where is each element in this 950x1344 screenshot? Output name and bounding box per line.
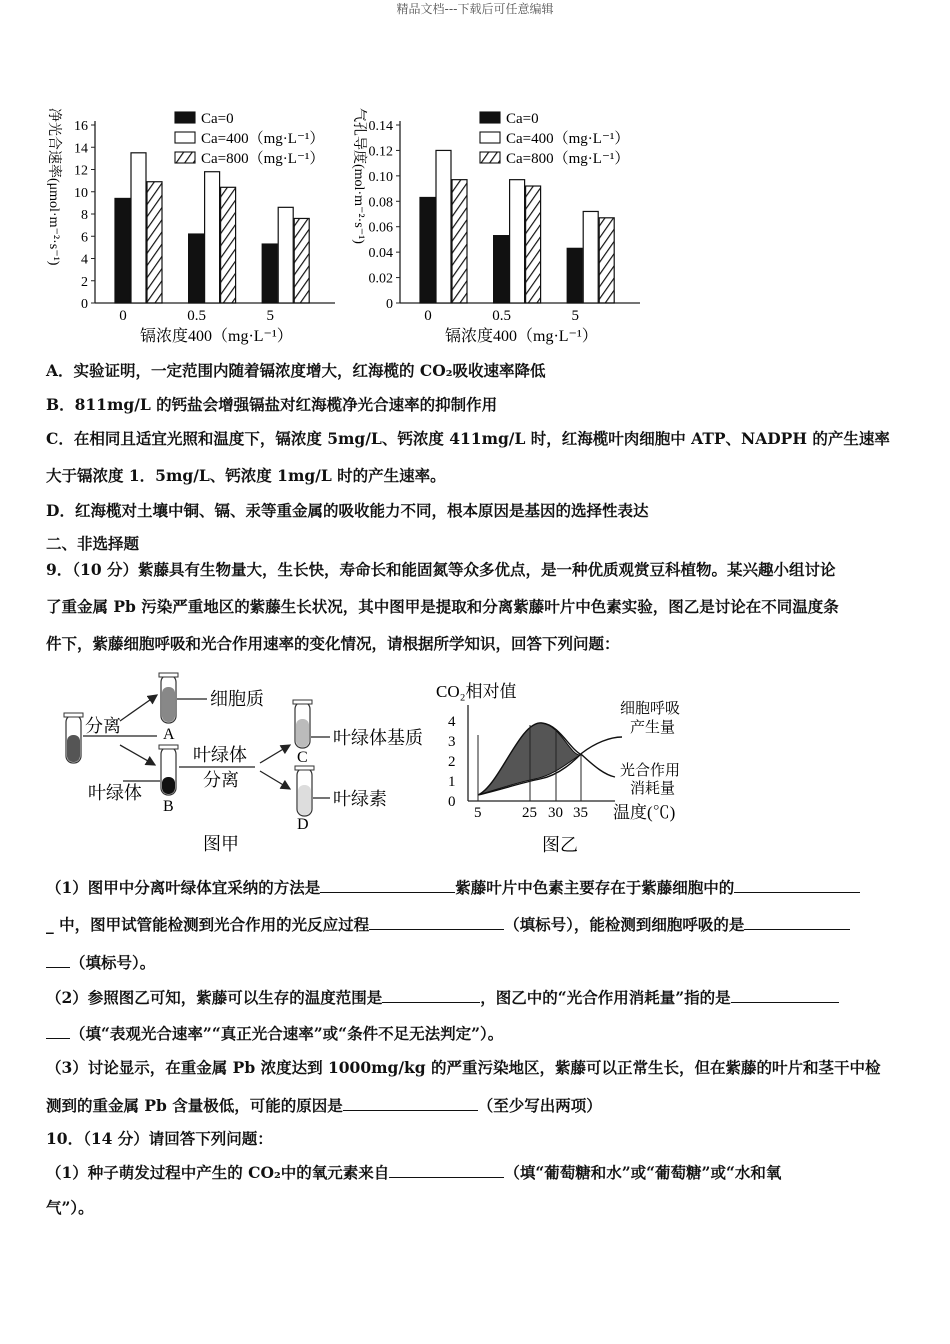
label-matrix: 叶绿体基质 [333,728,423,748]
tube-b [159,745,178,795]
c1-bar [221,187,236,303]
c1-legend-label: Ca=400（mg·L⁻¹） [201,131,325,147]
figure-jia-svg [55,665,435,865]
q10-part1-line1 [46,1163,908,1182]
c2-ytick-label: 0.04 [368,246,393,262]
c2-legend-label: Ca=0 [506,111,539,127]
c2-bar [452,180,467,303]
chart-2-svg [345,100,665,350]
q9-p2a: （2）参照图乙可知，紫藤可以生存的温度范围是 [46,988,383,1007]
yi-photo-label1: 光合作用 [620,763,681,779]
c2-legend-label: Ca=800（mg·L⁻¹） [506,151,630,167]
q9-part2-line2 [46,1024,908,1043]
blank-6-cont[interactable] [46,1024,70,1039]
tube-c [293,700,312,748]
yi-xtick-35: 35 [573,805,588,821]
yi-resp-label2: 产生量 [630,720,676,736]
c1-ytick-label: 0 [81,297,88,312]
c2-bar [494,236,509,303]
q9-p1d: （填标号），能检测到细胞呼吸的是 [504,915,745,934]
q9-p1a: （1）图甲中分离叶绿体宜采纳的方法是 [46,878,321,897]
c2-ytick-label: 0.12 [368,144,393,160]
label-pigment: 叶绿素 [333,789,387,809]
option-a: A．实验证明，一定范围内随着镉浓度增大，红海榄的 CO₂吸收速率降低 [46,361,546,380]
c2-ytick-label: 0.06 [368,220,393,236]
c1-xlabel: 镉浓度400（mg·L⁻¹） [140,328,293,345]
c2-bar [436,150,451,303]
label-sep: 分离 [85,716,121,736]
page-header: 精品文档---下载后可任意编辑 [396,2,554,16]
c1-legend-label: Ca=800（mg·L⁻¹） [201,151,325,167]
section-title: 二、非选择题 [46,534,140,553]
c2-bar [526,186,541,303]
c1-ytick-label: 2 [81,274,88,290]
label-chl-sep2: 分离 [203,770,239,790]
c1-bar [294,218,309,303]
c2-ytick-label: 0.10 [368,169,393,185]
q10-title: 10．（14 分）请回答下列问题： [46,1129,273,1148]
c2-ytick-label: 0.14 [368,119,393,134]
c1-bar [278,207,293,303]
blank-2[interactable] [734,878,860,893]
c2-legend-swatch [480,112,500,123]
blank-1[interactable] [320,878,455,893]
c2-bar [583,211,598,303]
q9-p3b: 测到的重金属 Pb 含量极低，可能的原因是 [46,1096,343,1115]
blank-7[interactable] [343,1096,478,1111]
yi-xtick-5: 5 [474,805,482,821]
c2-bar [420,197,435,303]
c1-ytick-label: 8 [81,208,88,223]
c2-xlabel: 镉浓度400（mg·L⁻¹） [445,328,598,345]
yi-ytick-0: 0 [448,794,456,810]
blank-3[interactable] [369,915,504,930]
q9-p1b: 紫藤叶片中色素主要存在于紫藤细胞中的 [455,878,735,897]
yi-ytick-4: 4 [448,714,456,730]
blank-5[interactable] [382,988,480,1003]
caption-yi: 图乙 [542,835,578,855]
q9-line3: 件下，紫藤细胞呼吸和光合作用速率的变化情况，请根据所学知识，回答下列问题： [46,634,620,653]
blank-4[interactable] [744,915,850,930]
c1-bar [131,153,146,303]
caption-jia: 图甲 [203,834,239,854]
blank-8[interactable] [389,1163,504,1178]
q9-p1e: （填标号）。 [70,953,156,972]
c1-legend-swatch [175,132,195,143]
q10-part1-line2: 气”）。 [46,1198,94,1217]
c1-bar [205,172,220,303]
q9-part3-line1: （3）讨论显示，在重金属 Pb 浓度达到 1000mg/kg 的严重污染地区，紫藤可以正常生长，但在紫藤的叶片和茎干中检 [46,1058,881,1077]
q10-p1b: （填“葡萄糖和水”或“葡萄糖”或“水和氧 [504,1163,782,1182]
q9-part1-line1 [46,878,908,897]
q9-p2c: （填“表观光合速率”“真正光合速率”或“条件不足无法判定”）。 [70,1024,504,1043]
c2-ytick-label: 0 [386,297,393,312]
c1-legend-label: Ca=0 [201,111,234,127]
c2-bar [567,248,582,303]
tube-d-label: D [297,816,309,833]
c1-ytick-label: 16 [74,119,88,134]
option-c-line1: C．在相同且适宜光照和温度下，镉浓度 5mg/L、钙浓度 411mg/L 时，红海榄叶肉细胞中 ATP、NADPH 的产生速率 [46,429,890,448]
tube-c-label: C [297,749,308,766]
tube-a [159,673,178,723]
c1-bar [189,234,204,303]
c2-category-label: 5 [571,308,579,324]
tube-main [64,713,83,763]
q10-p1a: （1）种子萌发过程中产生的 CO₂中的氧元素来自 [46,1163,390,1182]
c1-category-label: 0 [119,308,127,324]
c2-category-label: 0.5 [492,308,511,324]
yi-ytick-3: 3 [448,734,456,750]
c1-ylabel: 净光合速率(μmol·m⁻²·s⁻¹) [46,108,61,266]
c2-legend-label: Ca=400（mg·L⁻¹） [506,131,630,147]
label-cytoplasm: 细胞质 [210,689,264,709]
label-chloroplast: 叶绿体 [88,783,142,803]
net-photosynthesis-chart [40,100,350,350]
stomatal-conductance-chart [345,100,665,350]
yi-resp-label1: 细胞呼吸 [620,701,681,717]
q9-line2: 了重金属 Pb 污染严重地区的紫藤生长状况，其中图甲是提取和分离紫藤叶片中色素实验，图乙是讨论在不同温度条 [46,597,839,616]
q9-line1: 9．（10 分）紫藤具有生物量大，生长快，寿命长和能固氮等众多优点，是一种优质观赏豆科植物。某兴趣小组讨论 [46,560,836,579]
yi-xtick-25: 25 [522,805,537,821]
c1-ytick-label: 10 [74,185,88,201]
q9-p1c: _ 中，图甲试管能检测到光合作用的光反应过程 [46,915,370,934]
c1-bar [262,244,277,303]
c2-ylabel: 气孔导度(mol·m⁻²·s⁻¹) [351,108,366,244]
option-b: B．811mg/L 的钙盐会增强镉盐对红海榄净光合速率的抑制作用 [46,395,498,414]
c2-legend-swatch [480,132,500,143]
yi-xlabel: 温度(℃) [613,803,676,822]
c2-legend-swatch [480,152,500,163]
chart-1-svg [40,100,350,350]
q9-p2b: ，图乙中的“光合作用消耗量”指的是 [480,988,731,1007]
q9-p3c: （至少写出两项） [477,1096,602,1115]
c2-bar [510,180,525,303]
q9-part2-line1 [46,988,908,1007]
c2-category-label: 0 [424,308,432,324]
tube-a-label: A [163,726,175,743]
c1-ytick-label: 4 [81,252,88,268]
c2-ytick-label: 0.08 [368,195,393,211]
c2-bar [599,218,614,303]
option-d: D．红海榄对土壤中铜、镉、汞等重金属的吸收能力不同，根本原因是基因的选择性表达 [46,501,649,520]
c1-category-label: 5 [266,308,274,324]
option-c-line2: 大于镉浓度 1．5mg/L、钙浓度 1mg/L 时的产生速率。 [46,466,446,485]
q9-part3-line2 [46,1096,908,1115]
c1-bar [147,182,162,303]
figure-jia [55,665,435,865]
blank-6[interactable] [731,988,839,1003]
q9-part1-line2 [46,915,908,934]
tube-b-label: B [163,798,174,815]
c1-ytick-label: 14 [74,141,88,157]
tube-d [295,766,314,816]
yi-shaded-area [478,723,580,795]
c2-ytick-label: 0.02 [368,271,393,287]
c1-legend-swatch [175,152,195,163]
yi-ylabel: CO₂相对值 [436,682,517,701]
q9-part1-line3 [46,953,908,972]
c1-ytick-label: 12 [74,163,88,179]
blank-4-cont[interactable] [46,953,70,968]
figure-yi-svg [430,675,700,860]
yi-xtick-30: 30 [548,805,563,821]
label-chl-sep1: 叶绿体 [193,745,247,765]
figure-yi [430,675,700,860]
yi-ytick-2: 2 [448,754,456,770]
c1-bar [115,198,130,303]
c1-legend-swatch [175,112,195,123]
c1-ytick-label: 6 [81,230,88,246]
yi-photo-label2: 消耗量 [630,781,676,797]
yi-ytick-1: 1 [448,774,456,790]
c1-category-label: 0.5 [187,308,206,324]
